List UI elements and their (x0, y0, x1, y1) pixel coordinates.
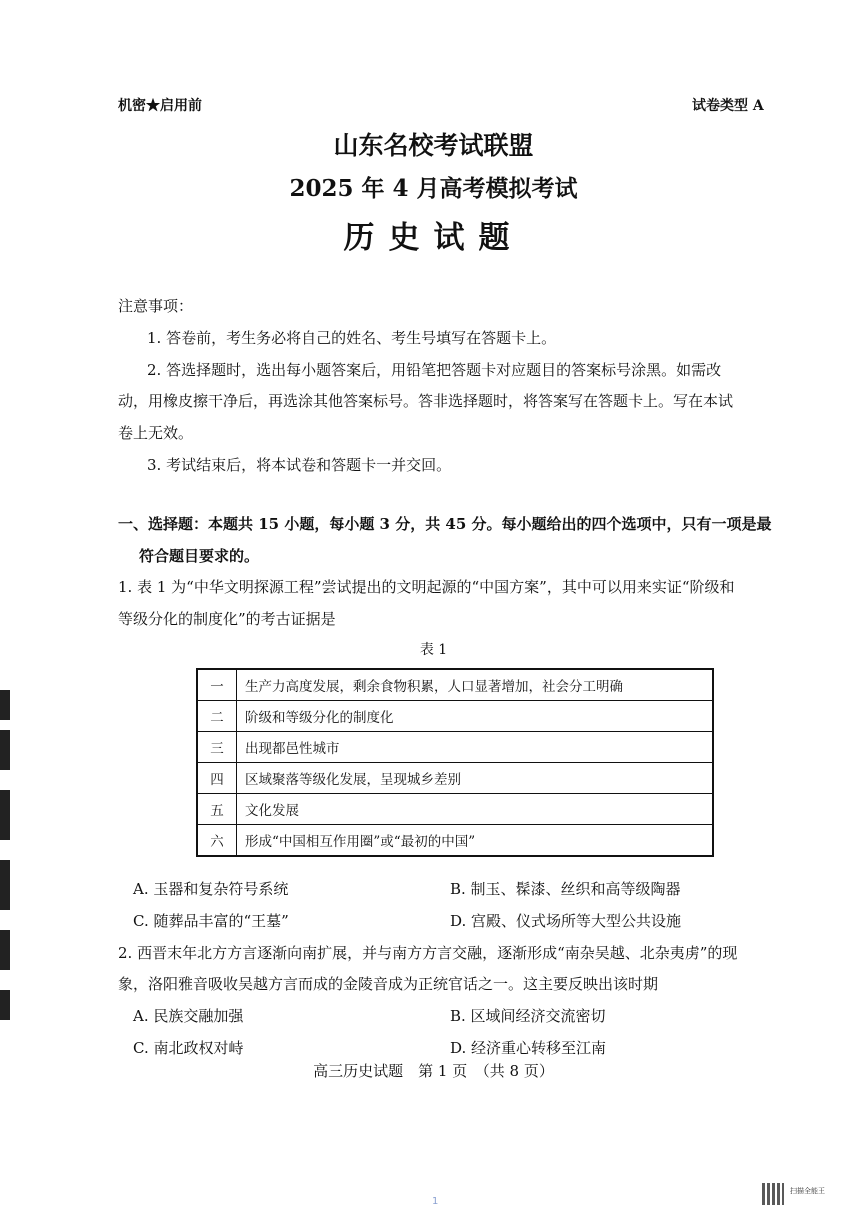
notice-heading: 注意事项： (118, 297, 194, 315)
table-1 (196, 668, 714, 857)
table-row (197, 701, 713, 732)
scan-margin-mark (0, 860, 10, 910)
table-row-number: 四 (197, 763, 237, 794)
table-row-text: 生产力高度发展，剩余食物积累，人口显著增加，社会分工明确 (237, 669, 714, 701)
table-row-number: 二 (197, 701, 237, 732)
q2-stem-line1: 2. 西晋末年北方方言逐渐向南扩展，并与南方方言交融，逐渐形成“南杂吴越、北杂夷虏”的现 (118, 944, 738, 962)
q1-stem-line1: 1. 表 1 为“中华文明探源工程”尝试提出的文明起源的“中国方案”，其中可以用来实证“阶级和 (118, 578, 735, 596)
table-row (197, 732, 713, 763)
q2-stem-line2: 象，洛阳雅音吸收吴越方言而成的金陵音成为正统官话之一。这主要反映出该时期 (118, 975, 659, 993)
q2-option-a: A. 民族交融加强 (133, 1007, 244, 1025)
notice-item-2-line3: 卷上无效。 (118, 424, 194, 442)
scan-margin-mark (0, 690, 10, 720)
section1-heading-line1: 一、选择题：本题共 15 小题，每小题 3 分，共 45 分。每小题给出的四个选项中，只有一项是最 (118, 515, 772, 533)
scan-margin-mark (0, 730, 10, 770)
table-caption: 表 1 (419, 642, 448, 658)
table-row-number: 一 (197, 669, 237, 701)
table-row-text: 形成“中国相互作用圈”或“最初的中国” (237, 825, 714, 857)
qr-code-icon (762, 1183, 784, 1205)
table-row (197, 825, 713, 857)
scan-margin-mark (0, 930, 10, 970)
table-row (197, 669, 713, 701)
subject-title: 历史试题 (343, 220, 524, 256)
notice-item-3: 3. 考试结束后，将本试卷和答题卡一并交回。 (147, 456, 452, 474)
q1-option-d: D. 宫殿、仪式场所等大型公共设施 (450, 912, 682, 930)
notice-item-2-line2: 动，用橡皮擦干净后，再选涂其他答案标号。答非选择题时，将答案写在答题卡上。写在本试 (118, 392, 734, 410)
q2-option-d: D. 经济重心转移至江南 (450, 1039, 607, 1057)
table-row (197, 794, 713, 825)
q2-option-c: C. 南北政权对峙 (133, 1039, 244, 1057)
notice-item-2-line1: 2. 答选择题时，选出每小题答案后，用铅笔把答题卡对应题目的答案标号涂黑。如需改 (147, 361, 722, 379)
section1-heading-line2: 符合题目要求的。 (139, 547, 260, 565)
q1-option-c: C. 随葬品丰富的“王墓” (133, 912, 289, 930)
q2-option-b: B. 区域间经济交流密切 (450, 1007, 606, 1025)
paper-type-label: 试卷类型 A (692, 98, 764, 114)
q1-option-a: A. 玉器和复杂符号系统 (133, 880, 289, 898)
q1-option-b: B. 制玉、髹漆、丝织和高等级陶器 (450, 880, 681, 898)
org-title: 山东名校考试联盟 (333, 131, 534, 160)
q1-stem-line2: 等级分化的制度化”的考古证据是 (118, 610, 336, 628)
table-row-text: 阶级和等级分化的制度化 (237, 701, 714, 732)
page-index: 1 (432, 1196, 439, 1207)
table-row-text: 区域聚落等级化发展，呈现城乡差别 (237, 763, 714, 794)
table-row-text: 文化发展 (237, 794, 714, 825)
table-row-number: 五 (197, 794, 237, 825)
table-row-text: 出现都邑性城市 (237, 732, 714, 763)
scan-margin-mark (0, 790, 10, 840)
scan-margin-mark (0, 990, 10, 1020)
table-row-number: 三 (197, 732, 237, 763)
confidential-label: 机密★启用前 (118, 98, 202, 114)
exam-title: 2025 年 4 月高考模拟考试 (289, 175, 578, 202)
page-footer: 高三历史试题 第 1 页 （共 8 页） (313, 1062, 554, 1080)
table-row-number: 六 (197, 825, 237, 857)
notice-item-1: 1. 答卷前，考生务必将自己的姓名、考生号填写在答题卡上。 (147, 329, 557, 347)
table-row (197, 763, 713, 794)
scanner-watermark: 扫描全能王 (790, 1187, 825, 1195)
